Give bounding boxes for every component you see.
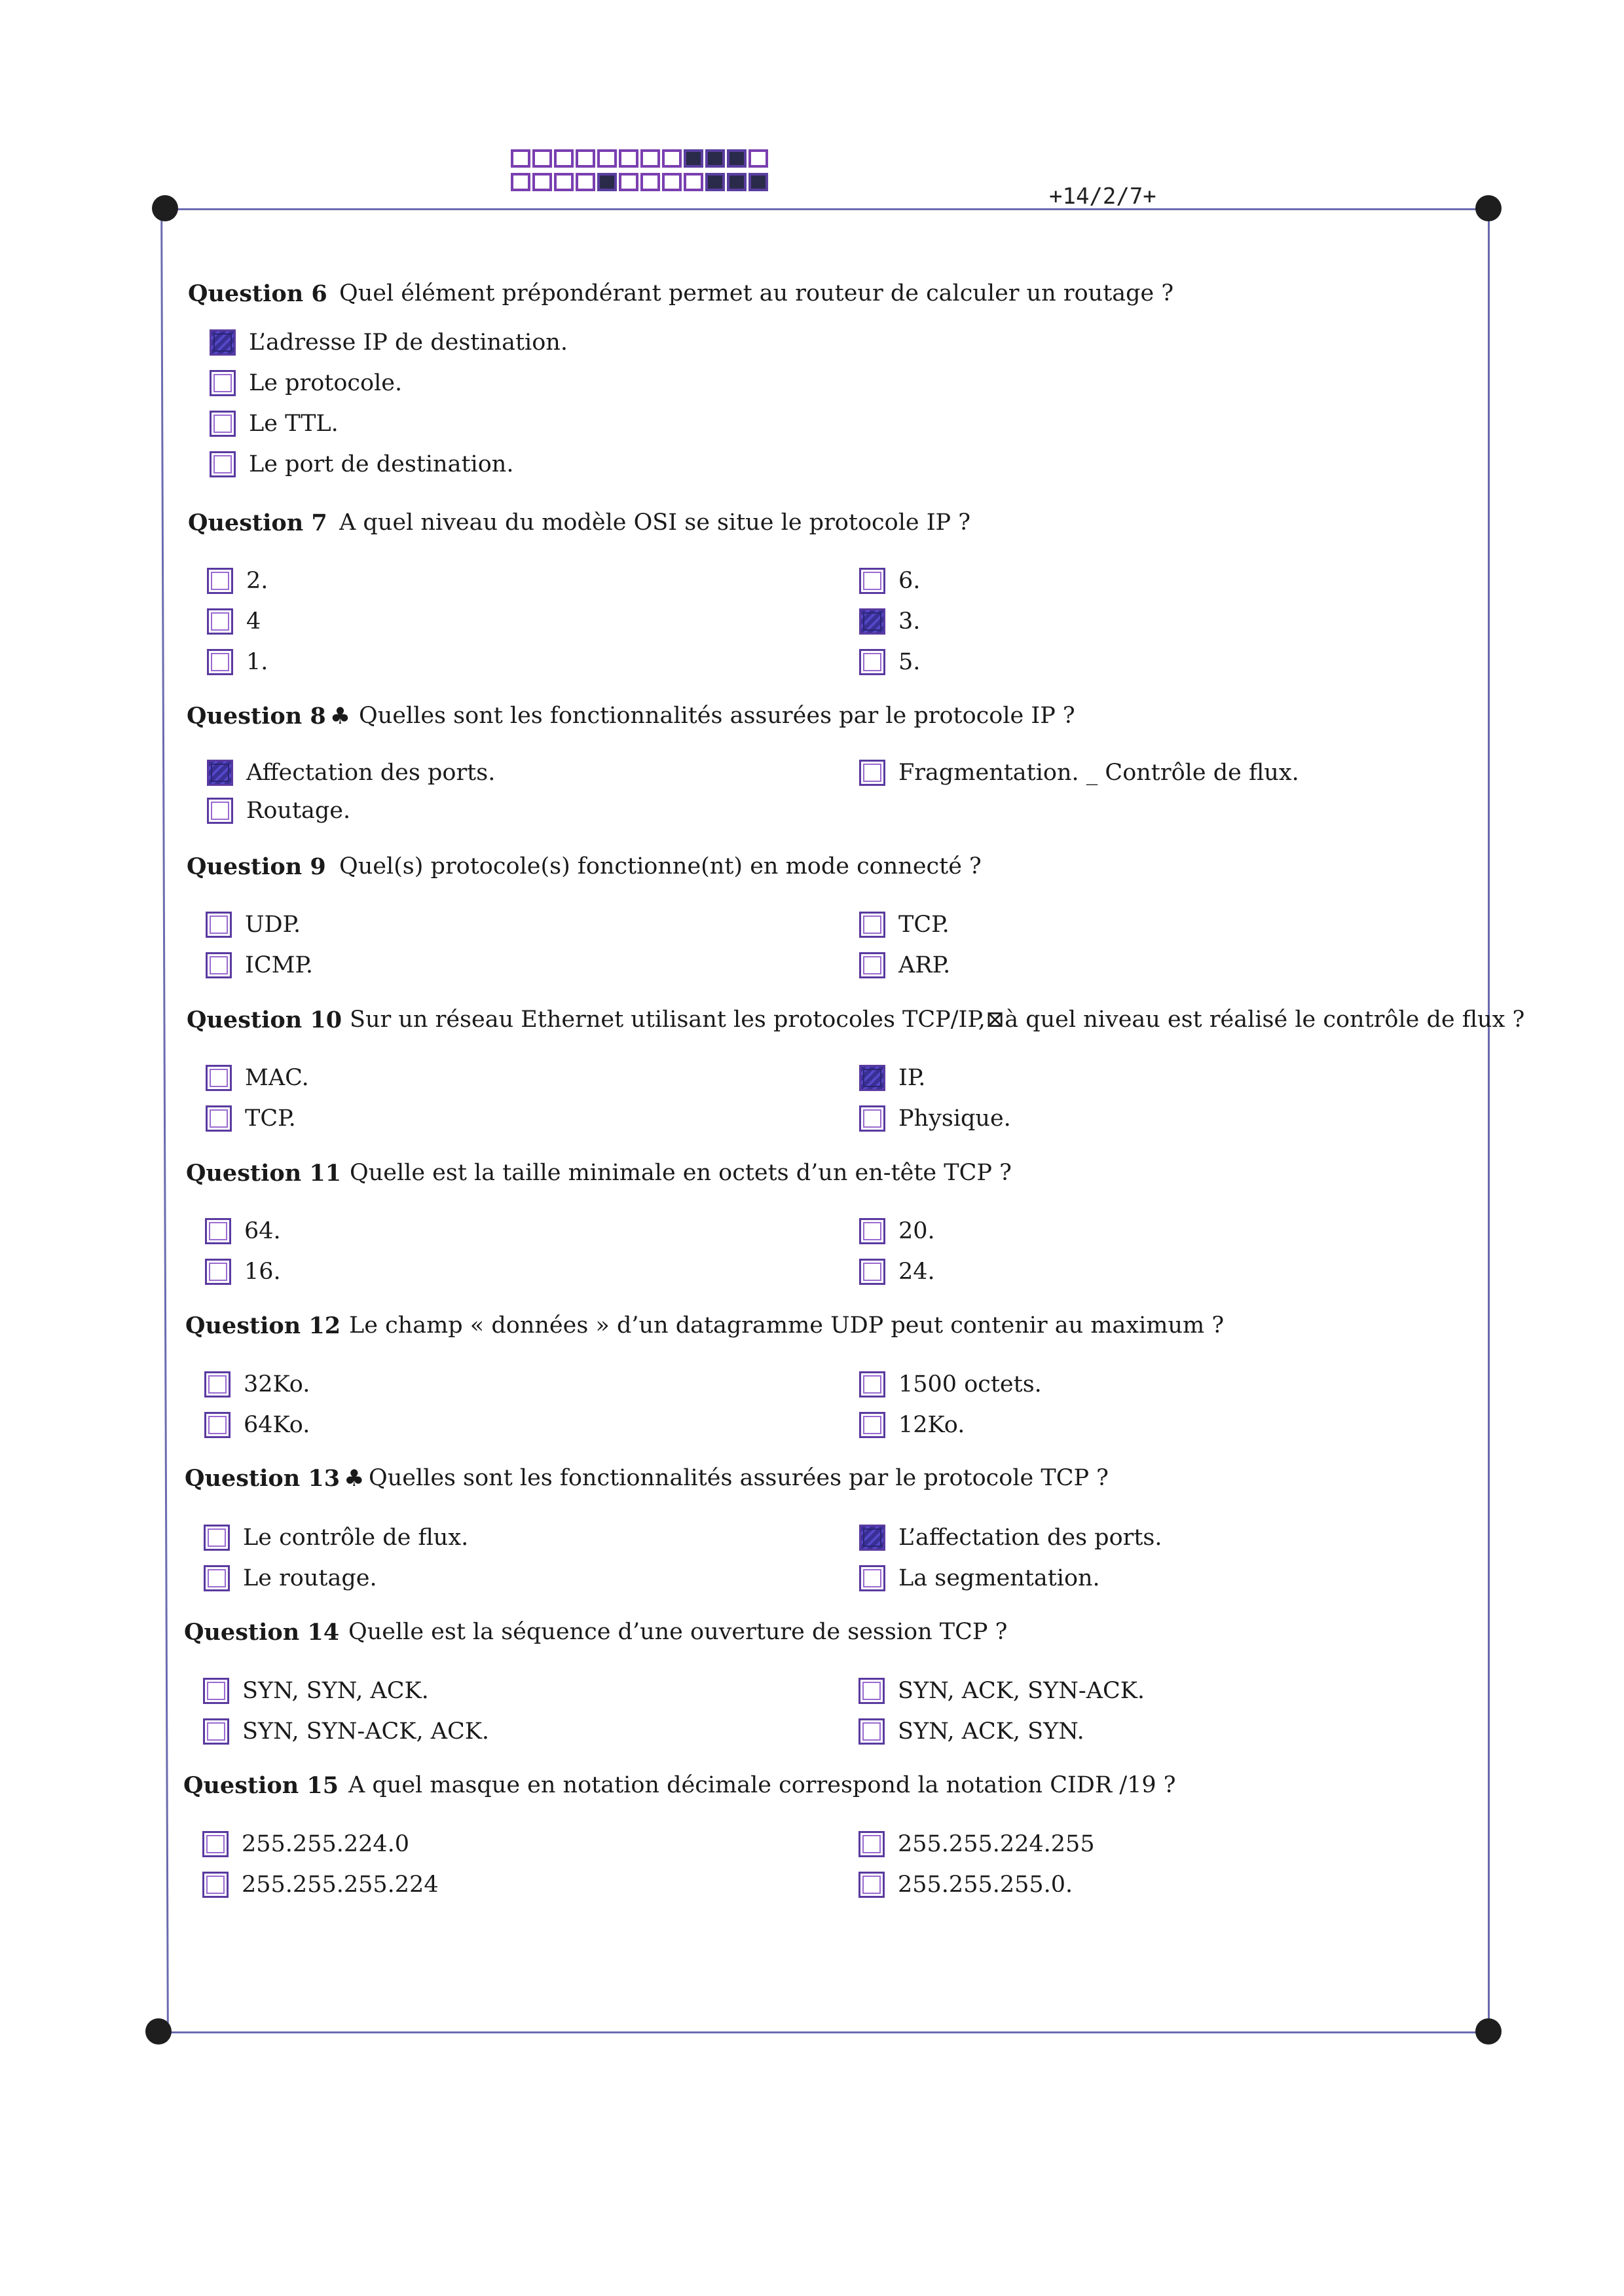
answer-label: ICMP. xyxy=(245,952,314,978)
answer-option[interactable] xyxy=(859,949,950,982)
question-text: A quel masque en notation décimale correspond la notation CIDR /19 ? xyxy=(348,1772,1176,1798)
answer-label: Le protocole. xyxy=(249,370,403,396)
answer-label: 255.255.255.0. xyxy=(898,1872,1073,1898)
checkbox[interactable] xyxy=(207,798,233,824)
multiple-answer-club-icon: ♣ xyxy=(329,703,351,730)
answer-option[interactable] xyxy=(859,1521,1162,1554)
answer-label: 2. xyxy=(246,568,268,594)
checkbox[interactable] xyxy=(203,1718,229,1745)
answer-option[interactable] xyxy=(859,646,920,678)
answer-option[interactable] xyxy=(210,448,513,481)
answer-label: 20. xyxy=(898,1218,935,1244)
answer-label: Routage. xyxy=(246,798,351,824)
checkbox[interactable] xyxy=(859,1565,885,1591)
id-grid-cell[interactable] xyxy=(640,149,660,168)
id-grid-cell[interactable] xyxy=(705,173,725,191)
answer-label: TCP. xyxy=(898,912,950,938)
answer-label: Affectation des ports. xyxy=(246,760,496,786)
checkbox[interactable] xyxy=(859,1371,885,1398)
answer-label: SYN, ACK, SYN. xyxy=(898,1718,1084,1745)
id-grid-cell[interactable] xyxy=(511,173,530,191)
answer-label: Le routage. xyxy=(243,1565,377,1591)
checkbox[interactable] xyxy=(858,1831,885,1857)
registration-mark-top-left xyxy=(152,195,178,221)
id-grid-cell[interactable] xyxy=(727,149,747,168)
answer-option[interactable] xyxy=(202,1868,439,1901)
id-grid-cell[interactable] xyxy=(684,149,703,168)
answer-option[interactable] xyxy=(206,908,301,941)
answer-option[interactable] xyxy=(203,1675,429,1707)
checkbox-checked[interactable] xyxy=(210,329,236,356)
registration-mark-top-right xyxy=(1475,195,1502,221)
answer-label: TCP. xyxy=(245,1105,296,1132)
checkbox[interactable] xyxy=(210,370,236,396)
checkbox[interactable] xyxy=(202,1872,229,1898)
id-grid-cell[interactable] xyxy=(554,149,574,168)
checkbox[interactable] xyxy=(858,1678,885,1704)
frame-right-line xyxy=(1488,208,1490,2033)
checkbox[interactable] xyxy=(204,1412,231,1438)
answer-option[interactable] xyxy=(858,1868,1073,1901)
answer-option[interactable] xyxy=(204,1562,377,1595)
id-grid-cell[interactable] xyxy=(748,149,768,168)
answer-option[interactable] xyxy=(210,326,568,359)
answer-label: SYN, SYN, ACK. xyxy=(242,1678,429,1704)
question-text: Quel(s) protocole(s) fonctionne(nt) en mode connecté ? xyxy=(339,853,982,880)
question-number xyxy=(183,1772,339,1799)
checkbox[interactable] xyxy=(203,1678,229,1704)
question-label: Question 14 xyxy=(184,1619,340,1646)
id-grid-cell[interactable] xyxy=(576,173,595,191)
answer-label: ARP. xyxy=(898,952,951,978)
frame-top-line xyxy=(166,208,1490,210)
checkbox[interactable] xyxy=(207,608,233,635)
answer-option[interactable] xyxy=(859,565,920,597)
answer-option[interactable] xyxy=(859,1215,935,1248)
checkbox[interactable] xyxy=(210,411,236,437)
checkbox[interactable] xyxy=(206,1065,232,1091)
checkbox[interactable] xyxy=(204,1565,230,1591)
answer-option[interactable] xyxy=(205,1255,281,1288)
checkbox[interactable] xyxy=(206,1105,232,1132)
id-grid-cell[interactable] xyxy=(662,149,682,168)
answer-label: 16. xyxy=(244,1259,281,1285)
question-number xyxy=(185,1312,341,1339)
answer-option[interactable] xyxy=(859,1062,925,1094)
checkbox[interactable] xyxy=(205,1259,231,1285)
question-label: Question 13 xyxy=(185,1465,341,1492)
checkbox[interactable] xyxy=(859,649,885,675)
id-grid-cell[interactable] xyxy=(619,173,638,191)
answer-option[interactable] xyxy=(206,1062,309,1094)
answer-label: L’affectation des ports. xyxy=(898,1525,1162,1551)
answer-option[interactable] xyxy=(202,1828,409,1861)
answer-option[interactable] xyxy=(207,646,268,678)
question-number xyxy=(188,509,327,536)
answer-label: MAC. xyxy=(245,1065,309,1091)
id-grid-cell[interactable] xyxy=(662,173,682,191)
checkbox[interactable] xyxy=(205,1218,231,1244)
answer-option[interactable] xyxy=(205,1215,281,1248)
answer-option[interactable] xyxy=(207,565,268,597)
answer-option[interactable] xyxy=(207,794,350,827)
question-text: Quelle est la séquence d’une ouverture de session TCP ? xyxy=(348,1619,1008,1645)
id-grid-cell[interactable] xyxy=(532,173,552,191)
answer-option[interactable] xyxy=(207,605,261,638)
answer-label: 4 xyxy=(246,608,261,635)
question-label: Question 10 xyxy=(187,1007,342,1033)
registration-mark-bottom-left xyxy=(145,2018,172,2045)
question-number xyxy=(187,853,326,880)
checkbox[interactable] xyxy=(859,568,885,594)
answer-label: 32Ko. xyxy=(244,1371,310,1398)
question-label: Question 11 xyxy=(186,1160,342,1187)
question-text: A quel niveau du modèle OSI se situe le protocole IP ? xyxy=(339,509,970,536)
answer-label: 12Ko. xyxy=(898,1412,965,1438)
answer-label: 255.255.224.0 xyxy=(242,1831,410,1857)
checkbox[interactable] xyxy=(859,1259,885,1285)
answer-option[interactable] xyxy=(858,1828,1095,1861)
answer-label: Fragmentation. _ Contrôle de flux. xyxy=(898,760,1299,786)
checkbox[interactable] xyxy=(859,760,885,786)
answer-option[interactable] xyxy=(859,908,950,941)
answer-option[interactable] xyxy=(204,1368,310,1401)
answer-option[interactable] xyxy=(859,605,920,638)
checkbox[interactable] xyxy=(202,1831,229,1857)
question-label: Question 15 xyxy=(183,1772,339,1799)
question-label: Question 6 xyxy=(188,280,327,307)
checkbox[interactable] xyxy=(210,451,236,477)
question-text: Sur un réseau Ethernet utilisant les protocoles TCP/IP,⊠à quel niveau est réalisé le contrôle de flux ? xyxy=(350,1007,1525,1033)
answer-option[interactable] xyxy=(858,1675,1145,1707)
answer-label: 24. xyxy=(898,1259,935,1285)
answer-option[interactable] xyxy=(206,949,313,982)
question-text: Quelles sont les fonctionnalités assurées par le protocole IP ? xyxy=(359,703,1075,729)
checkbox[interactable] xyxy=(859,1412,885,1438)
answer-option[interactable] xyxy=(859,1255,935,1288)
answer-option[interactable] xyxy=(859,1102,1011,1135)
id-grid-row xyxy=(511,149,768,168)
question-label: Question 9 xyxy=(187,853,326,880)
answer-label: 3. xyxy=(898,608,921,635)
checkbox[interactable] xyxy=(207,649,233,675)
question-text: Quel élément prépondérant permet au routeur de calculer un routage ? xyxy=(339,280,1174,306)
answer-option[interactable] xyxy=(204,1409,310,1441)
question-label: Question 7 xyxy=(188,509,327,536)
checkbox[interactable] xyxy=(859,1105,885,1132)
question-number xyxy=(185,1465,364,1492)
answer-option[interactable] xyxy=(859,1562,1100,1595)
question-number xyxy=(188,280,327,307)
answer-label: Le TTL. xyxy=(249,411,339,437)
answer-label: 1500 octets. xyxy=(898,1371,1042,1398)
checkbox[interactable] xyxy=(859,952,885,978)
question-number xyxy=(186,1160,341,1187)
answer-label: UDP. xyxy=(245,912,301,938)
id-grid-cell[interactable] xyxy=(597,173,617,191)
answer-label: SYN, ACK, SYN-ACK. xyxy=(898,1678,1145,1704)
id-grid-cell[interactable] xyxy=(684,173,703,191)
question-label: Question 12 xyxy=(185,1312,341,1339)
answer-label: 255.255.224.255 xyxy=(898,1831,1095,1857)
answer-label: 64. xyxy=(244,1218,281,1244)
answer-label: 1. xyxy=(246,649,268,675)
checkbox[interactable] xyxy=(206,912,232,938)
student-id-grid xyxy=(511,149,768,196)
answer-option[interactable] xyxy=(207,756,495,789)
answer-option[interactable] xyxy=(859,756,1299,789)
answer-label: Physique. xyxy=(898,1105,1011,1132)
checkbox[interactable] xyxy=(207,568,233,594)
id-grid-cell[interactable] xyxy=(554,173,574,191)
frame-left-line xyxy=(160,208,169,2033)
id-grid-cell[interactable] xyxy=(532,149,552,168)
question-number xyxy=(187,1007,342,1033)
answer-option[interactable] xyxy=(859,1409,965,1441)
answer-option[interactable] xyxy=(204,1521,468,1554)
multiple-answer-club-icon: ♣ xyxy=(344,1465,365,1492)
answer-label: IP. xyxy=(898,1065,926,1091)
id-grid-cell[interactable] xyxy=(640,173,660,191)
id-grid-cell[interactable] xyxy=(511,149,530,168)
checkbox[interactable] xyxy=(206,952,232,978)
registration-mark-bottom-right xyxy=(1475,2018,1502,2045)
question-text: Le champ « données » d’un datagramme UDP peut contenir au maximum ? xyxy=(349,1312,1225,1339)
question-text: Quelles sont les fonctionnalités assurées par le protocole TCP ? xyxy=(369,1465,1109,1491)
id-grid-cell[interactable] xyxy=(748,173,768,191)
answer-label: 255.255.255.224 xyxy=(242,1872,439,1898)
question-label: Question 8 xyxy=(187,703,326,730)
checkbox[interactable] xyxy=(204,1525,230,1551)
answer-option[interactable] xyxy=(859,1368,1042,1401)
id-grid-row xyxy=(511,173,768,191)
answer-option[interactable] xyxy=(858,1715,1084,1748)
id-grid-cell[interactable] xyxy=(727,173,747,191)
checkbox-checked[interactable] xyxy=(859,1525,885,1551)
answer-label: SYN, SYN-ACK, ACK. xyxy=(242,1718,490,1745)
checkbox-checked[interactable] xyxy=(207,760,233,786)
answer-label: Le port de destination. xyxy=(249,451,514,477)
checkbox[interactable] xyxy=(858,1872,885,1898)
answer-label: La segmentation. xyxy=(898,1565,1100,1591)
answer-label: Le contrôle de flux. xyxy=(243,1525,469,1551)
checkbox-checked[interactable] xyxy=(859,1065,885,1091)
checkbox[interactable] xyxy=(859,912,885,938)
checkbox[interactable] xyxy=(859,1218,885,1244)
checkbox[interactable] xyxy=(204,1371,231,1398)
question-number xyxy=(187,703,350,730)
page-code: +14/2/7+ xyxy=(1049,183,1156,210)
answer-label: 6. xyxy=(898,568,921,594)
answer-option[interactable] xyxy=(210,367,402,399)
answer-label: 64Ko. xyxy=(244,1412,310,1438)
answer-option[interactable] xyxy=(210,407,339,440)
question-text: Quelle est la taille minimale en octets d’un en-tête TCP ? xyxy=(350,1160,1012,1186)
answer-label: L’adresse IP de destination. xyxy=(249,329,568,356)
id-grid-cell[interactable] xyxy=(576,149,595,168)
answer-option[interactable] xyxy=(206,1102,296,1135)
id-grid-cell[interactable] xyxy=(619,149,638,168)
id-grid-cell[interactable] xyxy=(705,149,725,168)
answer-label: 5. xyxy=(898,649,921,675)
question-number xyxy=(184,1619,339,1646)
answer-option[interactable] xyxy=(203,1715,489,1748)
checkbox-checked[interactable] xyxy=(859,608,885,635)
frame-bottom-line xyxy=(159,2031,1490,2033)
checkbox[interactable] xyxy=(858,1718,885,1745)
id-grid-cell[interactable] xyxy=(597,149,617,168)
